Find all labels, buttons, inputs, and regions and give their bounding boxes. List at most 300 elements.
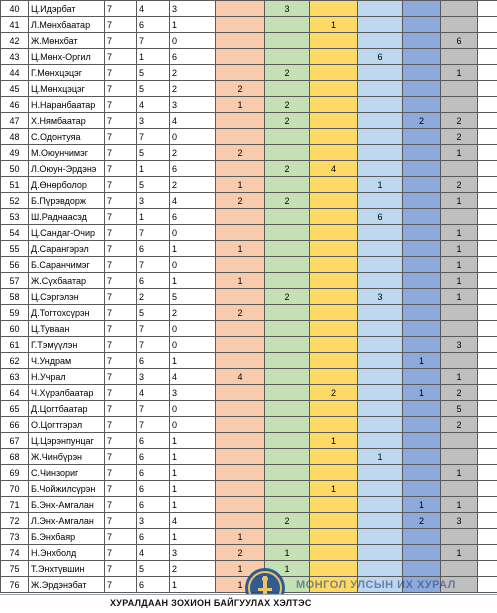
row-number-cell: 53: [1, 209, 29, 225]
reason-cell-6: [441, 209, 478, 225]
reason-cell-5: [403, 433, 441, 449]
reason-cell-6: 2: [441, 177, 478, 193]
reason-cell-5: 1: [403, 353, 441, 369]
total-sessions-cell: 7: [105, 497, 137, 513]
table-row: [1, 97, 497, 113]
reason-cell-5: [403, 305, 441, 321]
footer-bar: [0, 594, 497, 613]
member-name-cell: С.Одонтуяа: [29, 129, 105, 145]
absent-cell: 2: [170, 145, 216, 161]
reason-cell-6: 1: [441, 545, 478, 561]
table-row: [1, 401, 497, 417]
table-row: [1, 321, 497, 337]
edge-cell: [478, 273, 497, 289]
reason-cell-2: [265, 529, 310, 545]
reason-cell-6: [441, 1, 478, 17]
reason-cell-3: [310, 353, 358, 369]
absent-cell: 6: [170, 161, 216, 177]
reason-cell-3: [310, 529, 358, 545]
attended-cell: 4: [137, 1, 170, 17]
reason-cell-1: [216, 161, 265, 177]
row-number-cell: 72: [1, 513, 29, 529]
reason-cell-4: [358, 417, 403, 433]
absent-cell: 1: [170, 17, 216, 33]
member-name-cell: Д.Цогтбаатар: [29, 401, 105, 417]
reason-cell-3: [310, 193, 358, 209]
reason-cell-3: 1: [310, 433, 358, 449]
reason-cell-2: 3: [265, 1, 310, 17]
table-row: [1, 289, 497, 305]
reason-cell-5: [403, 33, 441, 49]
total-sessions-cell: 7: [105, 481, 137, 497]
absent-cell: 4: [170, 113, 216, 129]
reason-cell-3: [310, 305, 358, 321]
reason-cell-3: [310, 369, 358, 385]
total-sessions-cell: 7: [105, 529, 137, 545]
total-sessions-cell: 7: [105, 545, 137, 561]
reason-cell-2: [265, 449, 310, 465]
absent-cell: 1: [170, 497, 216, 513]
member-name-cell: Б.Саранчимэг: [29, 257, 105, 273]
reason-cell-1: 1: [216, 577, 265, 593]
row-number-cell: 67: [1, 433, 29, 449]
member-name-cell: Д.Тогтохсүрэн: [29, 305, 105, 321]
reason-cell-5: [403, 1, 441, 17]
reason-cell-6: 1: [441, 65, 478, 81]
member-name-cell: Л.Мөнхбаатар: [29, 17, 105, 33]
row-number-cell: 74: [1, 545, 29, 561]
attended-cell: 7: [137, 321, 170, 337]
total-sessions-cell: 7: [105, 305, 137, 321]
reason-cell-1: 1: [216, 529, 265, 545]
reason-cell-6: [441, 321, 478, 337]
total-sessions-cell: 7: [105, 561, 137, 577]
edge-cell: [478, 177, 497, 193]
attended-cell: 6: [137, 17, 170, 33]
member-name-cell: Ж.Сүхбаатар: [29, 273, 105, 289]
reason-cell-6: 1: [441, 497, 478, 513]
attended-cell: 4: [137, 545, 170, 561]
absent-cell: 5: [170, 289, 216, 305]
reason-cell-1: [216, 65, 265, 81]
reason-cell-6: 1: [441, 369, 478, 385]
attended-cell: 6: [137, 497, 170, 513]
reason-cell-4: [358, 81, 403, 97]
reason-cell-4: [358, 513, 403, 529]
table-row: [1, 305, 497, 321]
reason-cell-4: [358, 529, 403, 545]
attended-cell: 5: [137, 561, 170, 577]
reason-cell-3: [310, 465, 358, 481]
reason-cell-3: [310, 273, 358, 289]
attended-cell: 3: [137, 113, 170, 129]
reason-cell-5: 1: [403, 497, 441, 513]
reason-cell-1: [216, 337, 265, 353]
edge-cell: [478, 209, 497, 225]
total-sessions-cell: 7: [105, 81, 137, 97]
edge-cell: [478, 241, 497, 257]
row-number-cell: 61: [1, 337, 29, 353]
reason-cell-5: [403, 49, 441, 65]
reason-cell-1: [216, 513, 265, 529]
reason-cell-4: [358, 33, 403, 49]
absent-cell: 1: [170, 433, 216, 449]
reason-cell-2: 1: [265, 545, 310, 561]
edge-cell: [478, 353, 497, 369]
reason-cell-6: 3: [441, 513, 478, 529]
absent-cell: 4: [170, 193, 216, 209]
reason-cell-5: [403, 321, 441, 337]
reason-cell-6: 6: [441, 33, 478, 49]
table-row: [1, 545, 497, 561]
reason-cell-1: 2: [216, 545, 265, 561]
reason-cell-2: [265, 81, 310, 97]
reason-cell-6: [441, 49, 478, 65]
total-sessions-cell: 7: [105, 353, 137, 369]
table-row: [1, 385, 497, 401]
attended-cell: 3: [137, 193, 170, 209]
reason-cell-2: [265, 17, 310, 33]
table-row: [1, 17, 497, 33]
reason-cell-6: 1: [441, 289, 478, 305]
absent-cell: 0: [170, 129, 216, 145]
reason-cell-6: [441, 17, 478, 33]
table-row: [1, 529, 497, 545]
reason-cell-5: [403, 241, 441, 257]
reason-cell-2: [265, 49, 310, 65]
reason-cell-4: [358, 497, 403, 513]
reason-cell-3: 2: [310, 385, 358, 401]
row-number-cell: 42: [1, 33, 29, 49]
absent-cell: 0: [170, 257, 216, 273]
edge-cell: [478, 161, 497, 177]
reason-cell-6: 1: [441, 241, 478, 257]
total-sessions-cell: 7: [105, 401, 137, 417]
member-name-cell: Ж.Мөнхбат: [29, 33, 105, 49]
attended-cell: 1: [137, 209, 170, 225]
reason-cell-1: [216, 417, 265, 433]
edge-cell: [478, 577, 497, 593]
reason-cell-1: [216, 49, 265, 65]
reason-cell-5: [403, 529, 441, 545]
reason-cell-3: [310, 209, 358, 225]
reason-cell-3: [310, 513, 358, 529]
reason-cell-1: [216, 1, 265, 17]
attended-cell: 7: [137, 401, 170, 417]
total-sessions-cell: 7: [105, 1, 137, 17]
reason-cell-3: 4: [310, 161, 358, 177]
edge-cell: [478, 33, 497, 49]
reason-cell-6: 1: [441, 145, 478, 161]
reason-cell-6: [441, 529, 478, 545]
row-number-cell: 58: [1, 289, 29, 305]
reason-cell-5: 2: [403, 113, 441, 129]
reason-cell-2: 2: [265, 513, 310, 529]
attended-cell: 6: [137, 529, 170, 545]
member-name-cell: Б.Пүрэвдорж: [29, 193, 105, 209]
edge-cell: [478, 257, 497, 273]
reason-cell-1: [216, 209, 265, 225]
reason-cell-4: 6: [358, 49, 403, 65]
row-number-cell: 41: [1, 17, 29, 33]
edge-cell: [478, 401, 497, 417]
reason-cell-3: [310, 225, 358, 241]
total-sessions-cell: 7: [105, 241, 137, 257]
row-number-cell: 70: [1, 481, 29, 497]
row-number-cell: 59: [1, 305, 29, 321]
reason-cell-4: [358, 241, 403, 257]
reason-cell-2: 2: [265, 97, 310, 113]
reason-cell-4: [358, 129, 403, 145]
reason-cell-2: 2: [265, 193, 310, 209]
reason-cell-2: [265, 337, 310, 353]
reason-cell-4: 1: [358, 449, 403, 465]
reason-cell-6: [441, 433, 478, 449]
edge-cell: [478, 337, 497, 353]
attended-cell: 3: [137, 513, 170, 529]
reason-cell-1: [216, 401, 265, 417]
member-name-cell: С.Чинзориг: [29, 465, 105, 481]
reason-cell-3: [310, 145, 358, 161]
reason-cell-4: [358, 193, 403, 209]
reason-cell-2: [265, 209, 310, 225]
total-sessions-cell: 7: [105, 257, 137, 273]
member-name-cell: Г.Тэмүүлэн: [29, 337, 105, 353]
table-row: [1, 81, 497, 97]
reason-cell-3: [310, 545, 358, 561]
edge-cell: [478, 1, 497, 17]
reason-cell-5: 2: [403, 513, 441, 529]
absent-cell: 0: [170, 401, 216, 417]
total-sessions-cell: 7: [105, 369, 137, 385]
member-name-cell: М.Оюунчимэг: [29, 145, 105, 161]
absent-cell: 1: [170, 353, 216, 369]
total-sessions-cell: 7: [105, 65, 137, 81]
reason-cell-6: 1: [441, 465, 478, 481]
reason-cell-5: [403, 129, 441, 145]
reason-cell-6: 1: [441, 225, 478, 241]
reason-cell-5: [403, 289, 441, 305]
reason-cell-2: 1: [265, 561, 310, 577]
member-name-cell: Д.Сарангэрэл: [29, 241, 105, 257]
row-number-cell: 51: [1, 177, 29, 193]
absent-cell: 0: [170, 337, 216, 353]
attended-cell: 2: [137, 289, 170, 305]
member-name-cell: Ц.Идэрбат: [29, 1, 105, 17]
reason-cell-5: [403, 337, 441, 353]
reason-cell-4: 6: [358, 209, 403, 225]
table-row: [1, 1, 497, 17]
reason-cell-3: [310, 177, 358, 193]
total-sessions-cell: 7: [105, 433, 137, 449]
table-row: [1, 49, 497, 65]
absent-cell: 6: [170, 49, 216, 65]
reason-cell-6: [441, 305, 478, 321]
attended-cell: 1: [137, 49, 170, 65]
absent-cell: 3: [170, 1, 216, 17]
attended-cell: 7: [137, 417, 170, 433]
table-row: [1, 65, 497, 81]
total-sessions-cell: 7: [105, 97, 137, 113]
reason-cell-1: 1: [216, 273, 265, 289]
reason-cell-2: [265, 129, 310, 145]
row-number-cell: 55: [1, 241, 29, 257]
reason-cell-2: [265, 353, 310, 369]
reason-cell-6: [441, 353, 478, 369]
reason-cell-6: 5: [441, 401, 478, 417]
reason-cell-1: 2: [216, 81, 265, 97]
edge-cell: [478, 225, 497, 241]
member-name-cell: Ж.Чинбүрэн: [29, 449, 105, 465]
row-number-cell: 46: [1, 97, 29, 113]
attended-cell: 6: [137, 353, 170, 369]
member-name-cell: Ц.Сандаг-Очир: [29, 225, 105, 241]
row-number-cell: 50: [1, 161, 29, 177]
reason-cell-2: 2: [265, 161, 310, 177]
member-name-cell: Ч.Ундрам: [29, 353, 105, 369]
absent-cell: 1: [170, 273, 216, 289]
absent-cell: 1: [170, 465, 216, 481]
footer-title: ХУРАЛДААН ЗОХИОН БАЙГУУЛАХ ХЭЛТЭС: [110, 598, 312, 608]
absent-cell: 3: [170, 545, 216, 561]
member-name-cell: Ш.Раднаасэд: [29, 209, 105, 225]
reason-cell-4: [358, 321, 403, 337]
absent-cell: 2: [170, 305, 216, 321]
edge-cell: [478, 481, 497, 497]
absent-cell: 2: [170, 177, 216, 193]
reason-cell-6: 3: [441, 337, 478, 353]
reason-cell-1: 1: [216, 241, 265, 257]
reason-cell-1: 1: [216, 561, 265, 577]
reason-cell-6: 1: [441, 257, 478, 273]
attended-cell: 7: [137, 257, 170, 273]
table-row: [1, 145, 497, 161]
reason-cell-2: 2: [265, 113, 310, 129]
edge-cell: [478, 193, 497, 209]
attended-cell: 6: [137, 241, 170, 257]
reason-cell-3: [310, 497, 358, 513]
reason-cell-3: [310, 97, 358, 113]
reason-cell-1: [216, 289, 265, 305]
reason-cell-4: [358, 433, 403, 449]
reason-cell-2: [265, 257, 310, 273]
reason-cell-4: [358, 465, 403, 481]
row-number-cell: 44: [1, 65, 29, 81]
row-number-cell: 76: [1, 577, 29, 593]
absent-cell: 4: [170, 513, 216, 529]
member-name-cell: Ц.Туваан: [29, 321, 105, 337]
edge-cell: [478, 321, 497, 337]
absent-cell: 0: [170, 33, 216, 49]
reason-cell-3: 1: [310, 481, 358, 497]
member-name-cell: Г.Мөнхцэцэг: [29, 65, 105, 81]
attended-cell: 1: [137, 161, 170, 177]
reason-cell-6: [441, 449, 478, 465]
edge-cell: [478, 97, 497, 113]
reason-cell-6: 2: [441, 385, 478, 401]
reason-cell-4: [358, 17, 403, 33]
reason-cell-3: [310, 129, 358, 145]
row-number-cell: 57: [1, 273, 29, 289]
edge-cell: [478, 385, 497, 401]
reason-cell-4: [358, 353, 403, 369]
row-number-cell: 56: [1, 257, 29, 273]
reason-cell-5: [403, 145, 441, 161]
parliament-watermark: МОНГОЛ УЛСЫН ИХ ХУРАЛ: [296, 579, 456, 591]
total-sessions-cell: 7: [105, 225, 137, 241]
reason-cell-5: [403, 449, 441, 465]
reason-cell-6: 2: [441, 417, 478, 433]
member-name-cell: Ц.Сэргэлэн: [29, 289, 105, 305]
attended-cell: 5: [137, 81, 170, 97]
reason-cell-4: [358, 481, 403, 497]
reason-cell-5: [403, 65, 441, 81]
absent-cell: 1: [170, 481, 216, 497]
reason-cell-1: 2: [216, 193, 265, 209]
reason-cell-2: [265, 417, 310, 433]
reason-cell-1: [216, 449, 265, 465]
edge-cell: [478, 433, 497, 449]
member-name-cell: Ц.Мөнхцэцэг: [29, 81, 105, 97]
reason-cell-4: [358, 369, 403, 385]
reason-cell-4: [358, 225, 403, 241]
reason-cell-1: [216, 385, 265, 401]
member-name-cell: Н.Учрал: [29, 369, 105, 385]
row-number-cell: 43: [1, 49, 29, 65]
member-name-cell: Д.Өнөрболор: [29, 177, 105, 193]
table-row: [1, 465, 497, 481]
reason-cell-4: [358, 561, 403, 577]
reason-cell-3: [310, 257, 358, 273]
reason-cell-6: 1: [441, 273, 478, 289]
edge-cell: [478, 129, 497, 145]
reason-cell-2: [265, 145, 310, 161]
table-row: [1, 177, 497, 193]
member-name-cell: Н.Энхболд: [29, 545, 105, 561]
reason-cell-3: [310, 449, 358, 465]
absent-cell: 2: [170, 65, 216, 81]
attended-cell: 3: [137, 369, 170, 385]
row-number-cell: 65: [1, 401, 29, 417]
reason-cell-4: [358, 113, 403, 129]
reason-cell-3: [310, 561, 358, 577]
reason-cell-1: [216, 465, 265, 481]
row-number-cell: 64: [1, 385, 29, 401]
member-name-cell: Л.Оюун-Эрдэнэ: [29, 161, 105, 177]
edge-cell: [478, 417, 497, 433]
row-number-cell: 49: [1, 145, 29, 161]
reason-cell-5: [403, 177, 441, 193]
attended-cell: 7: [137, 129, 170, 145]
absent-cell: 3: [170, 97, 216, 113]
edge-cell: [478, 65, 497, 81]
reason-cell-3: [310, 81, 358, 97]
member-name-cell: Ч.Хүрэлбаатар: [29, 385, 105, 401]
table-row: [1, 433, 497, 449]
absent-cell: 6: [170, 209, 216, 225]
reason-cell-3: [310, 289, 358, 305]
reason-cell-1: [216, 481, 265, 497]
table-row: [1, 257, 497, 273]
attended-cell: 6: [137, 273, 170, 289]
edge-cell: [478, 305, 497, 321]
reason-cell-6: 2: [441, 129, 478, 145]
attended-cell: 4: [137, 97, 170, 113]
reason-cell-4: [358, 337, 403, 353]
edge-cell: [478, 113, 497, 129]
edge-cell: [478, 49, 497, 65]
absent-cell: 0: [170, 225, 216, 241]
